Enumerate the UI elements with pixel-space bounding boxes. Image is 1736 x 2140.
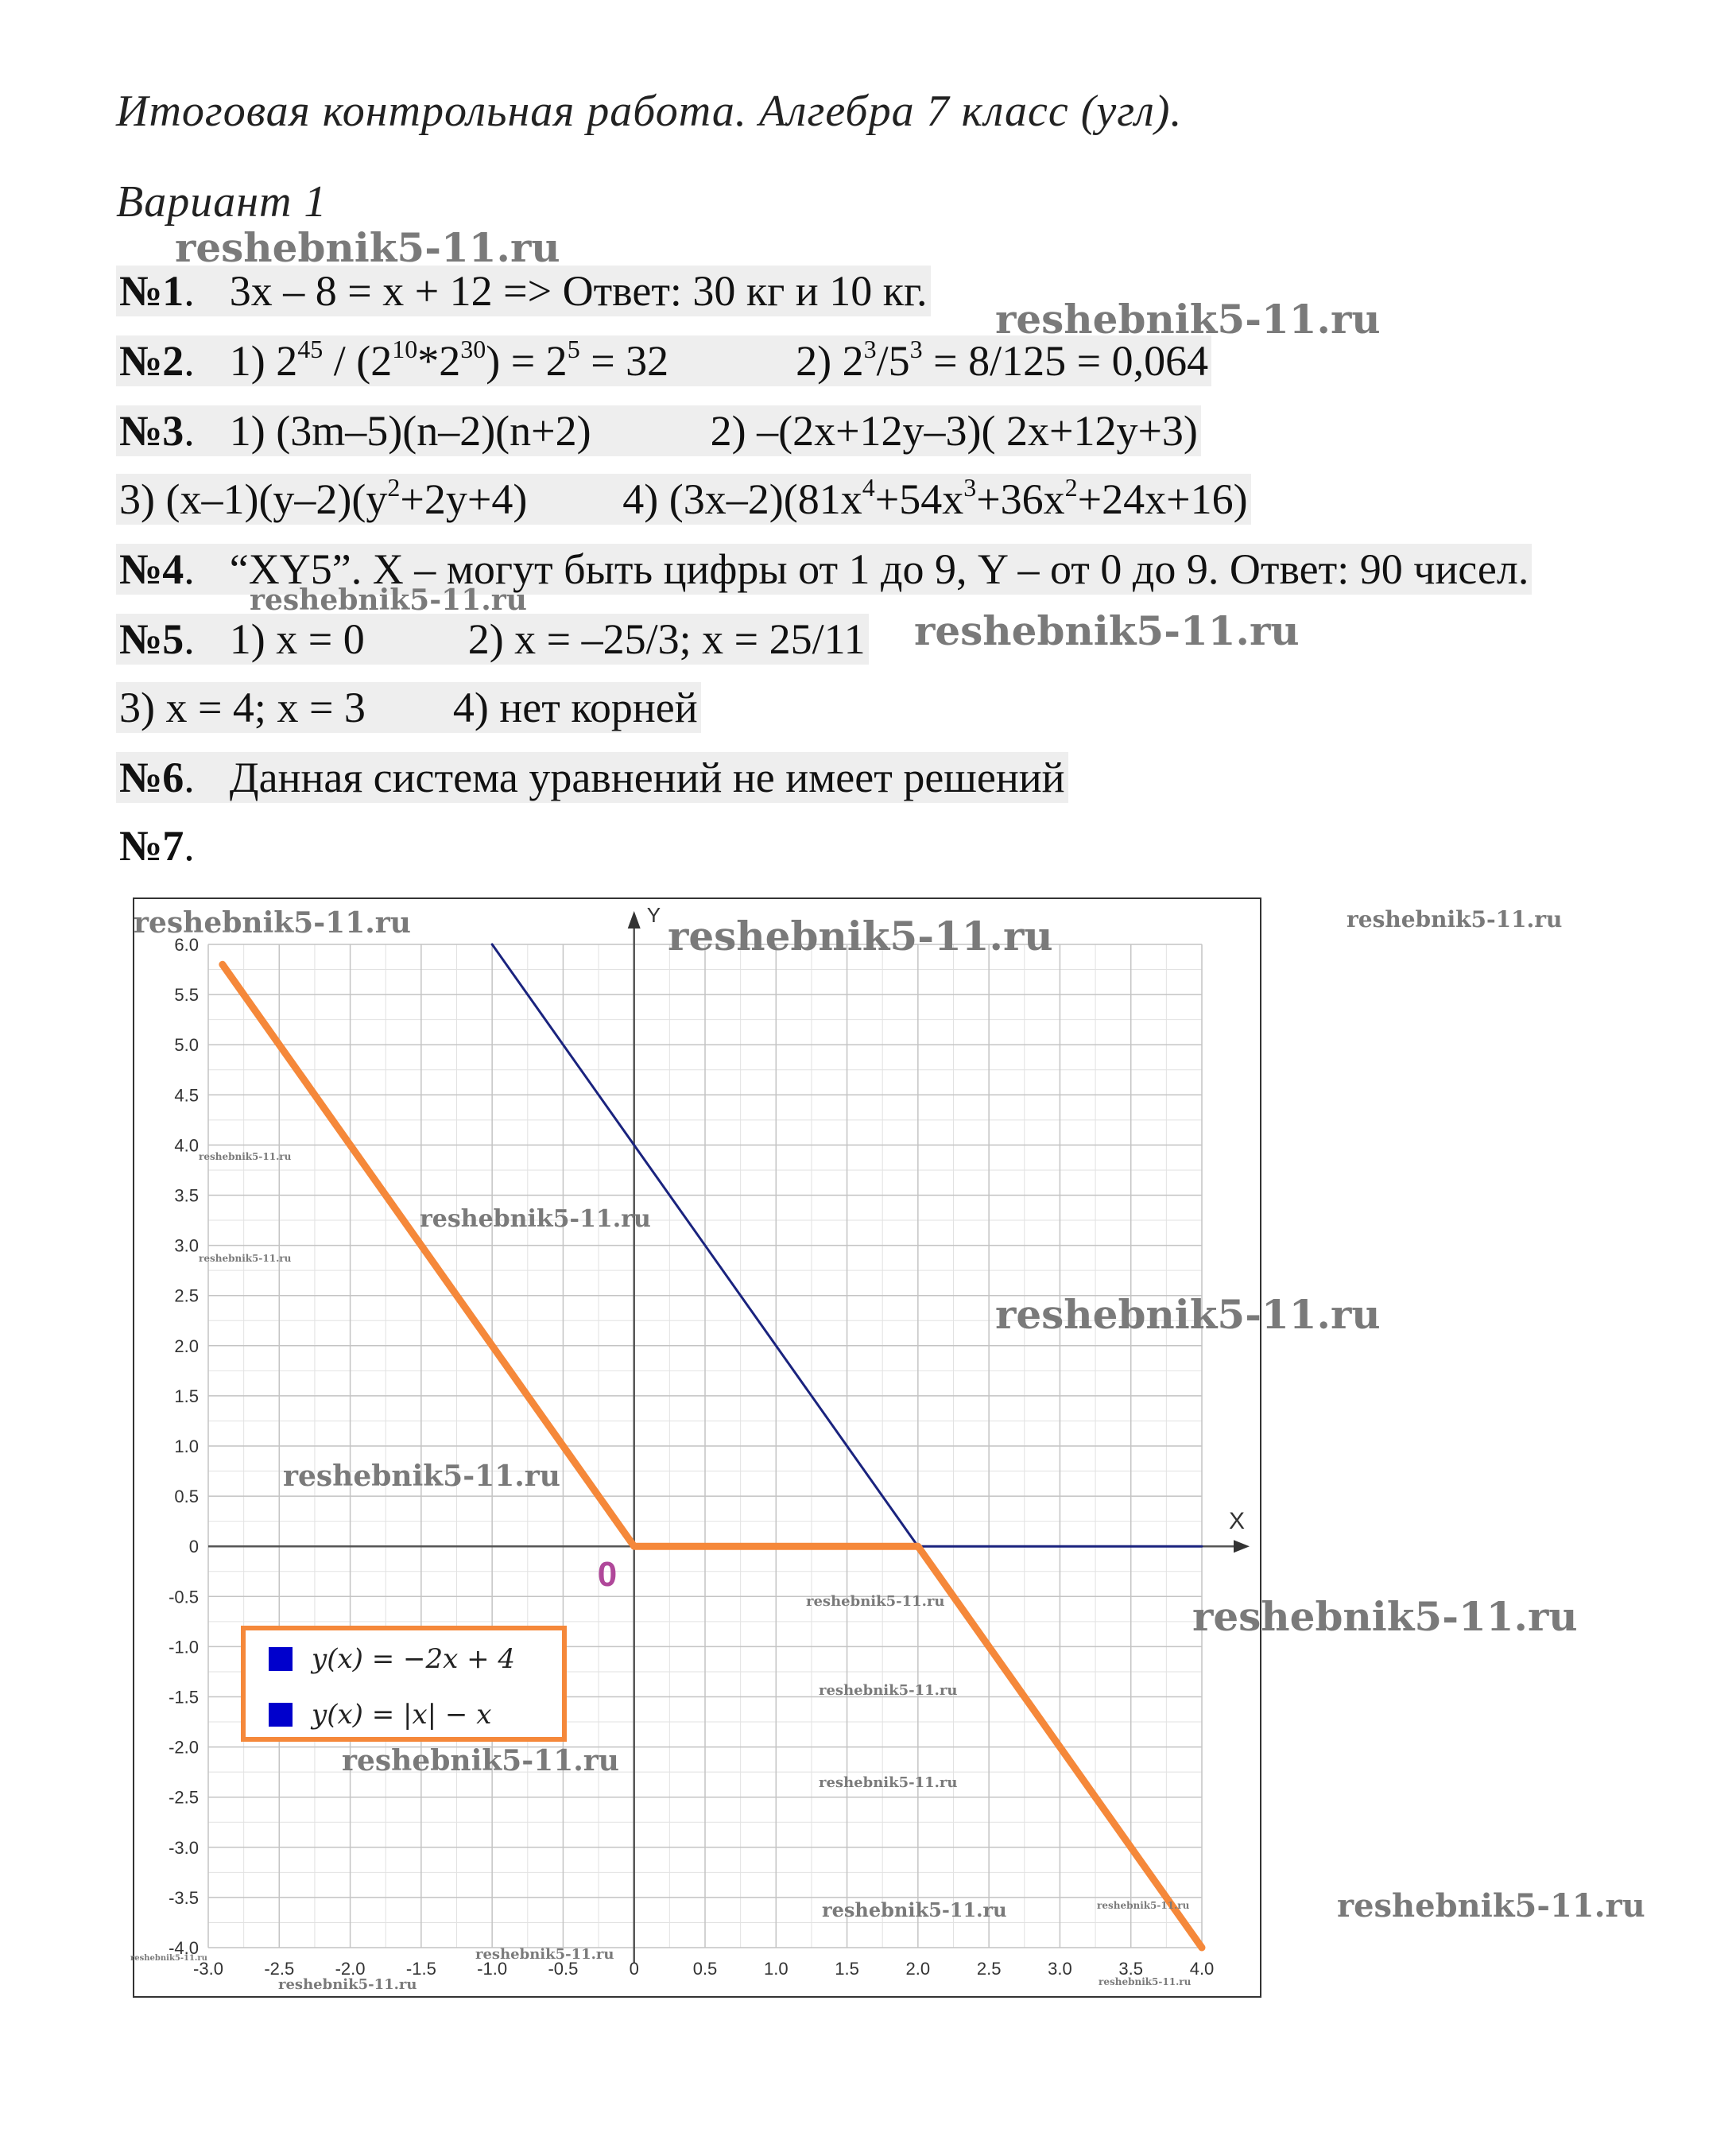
answer-text: / (2 <box>323 337 393 385</box>
watermark: reshebnik5-11.ru <box>342 1744 619 1778</box>
watermark: reshebnik5-11.ru <box>175 224 560 271</box>
watermark: reshebnik5-11.ru <box>1337 1887 1645 1925</box>
x-tick-label: 2.0 <box>905 1959 931 1979</box>
answer-text: +36x <box>976 475 1065 523</box>
watermark: reshebnik5-11.ru <box>1192 1593 1578 1640</box>
watermark: reshebnik5-11.ru <box>130 1954 207 1963</box>
watermark: reshebnik5-11.ru <box>1097 1900 1190 1911</box>
watermark: reshebnik5-11.ru <box>819 1774 958 1791</box>
watermark: reshebnik5-11.ru <box>1099 1976 1192 1987</box>
answer-text: 1) (3m–5)(n–2)(n+2) <box>229 407 591 455</box>
watermark: reshebnik5-11.ru <box>475 1946 614 1963</box>
x-tick-label: 0 <box>629 1959 639 1979</box>
legend-label: y(x) = −2x + 4 <box>312 1643 516 1675</box>
exponent: 2 <box>387 473 401 502</box>
x-tick-label: 3.5 <box>1118 1959 1144 1979</box>
answer-text: 4) нет корней <box>452 684 698 731</box>
answer-text: +24x+16) <box>1077 475 1248 523</box>
answer-text: “XY5”. X – могут быть цифры от 1 до 9, Y – от 0 до 9. Ответ: 90 чисел. <box>229 545 1529 593</box>
y-tick-label: 4.0 <box>174 1135 199 1156</box>
exponent: 5 <box>567 335 580 363</box>
answer-text: *2 <box>417 337 461 385</box>
answer-1: №1. 3x – 8 = x + 12 => Ответ: 30 кг и 10 кг. <box>116 266 931 316</box>
x-tick-label: 3.0 <box>1048 1959 1072 1979</box>
answer-number: №3 <box>119 407 184 455</box>
x-tick-label: -2.5 <box>264 1959 295 1979</box>
exponent: 45 <box>297 335 324 363</box>
x-tick-label: -0.5 <box>548 1959 579 1979</box>
answer-text: 3) x = 4; x = 3 <box>119 684 366 731</box>
answer-number: №1 <box>119 267 184 315</box>
answer-text: 2) x = –25/3; x = 25/11 <box>467 615 866 663</box>
answer-text: . <box>184 822 195 870</box>
exponent: 4 <box>862 473 875 502</box>
answer-6: №6. Данная система уравнений не имеет решений <box>116 752 1068 803</box>
answer-number: №2 <box>119 337 184 385</box>
y-tick-label: -2.5 <box>169 1787 199 1808</box>
x-tick-label: 0.5 <box>692 1959 718 1979</box>
y-tick-label: 6.0 <box>174 935 199 955</box>
variant-label: Вариант 1 <box>116 177 327 227</box>
y-tick-label: -4.0 <box>169 1938 199 1958</box>
y-tick-label: -3.5 <box>169 1887 199 1908</box>
answer-text: = 8/125 = 0,064 <box>922 337 1209 385</box>
legend-swatch <box>269 1647 293 1671</box>
answer-number: №5 <box>119 615 184 663</box>
y-tick-label: 5.0 <box>174 1035 199 1056</box>
answer-text: 4) (3x–2)(81x <box>622 475 862 523</box>
y-tick-label: 0 <box>188 1537 199 1557</box>
answer-text: 1) x = 0 <box>229 615 365 663</box>
exponent: 30 <box>460 335 486 363</box>
watermark: reshebnik5-11.ru <box>668 913 1053 960</box>
y-tick-label: -1.5 <box>169 1687 199 1708</box>
watermark: reshebnik5-11.ru <box>199 1253 292 1264</box>
x-tick-label: -1.0 <box>477 1959 508 1979</box>
answer-text: +54x <box>874 475 964 523</box>
answer-number: №7 <box>119 822 184 870</box>
answer-3: №3. 1) (3m–5)(n–2)(n+2) 2) –(2x+12y–3)( 2x+12y+3) <box>116 405 1201 456</box>
exponent: 2 <box>1064 473 1078 502</box>
y-tick-label: 4.5 <box>174 1085 199 1106</box>
x-tick-label: -3.0 <box>193 1959 223 1979</box>
answer-text: Данная система уравнений не имеет решений <box>229 754 1065 801</box>
watermark: reshebnik5-11.ru <box>819 1682 958 1699</box>
answer-4: №4. “XY5”. X – могут быть цифры от 1 до 9, Y – от 0 до 9. Ответ: 90 чисел. <box>116 544 1532 595</box>
y-tick-label: 2.5 <box>174 1285 199 1306</box>
answer-text: 2) 2 <box>796 337 864 385</box>
y-tick-label: 0.5 <box>174 1487 199 1507</box>
x-tick-label: 2.5 <box>976 1959 1002 1979</box>
y-tick-label: -0.5 <box>169 1587 199 1607</box>
legend-swatch <box>269 1703 293 1727</box>
y-tick-label: -2.0 <box>169 1737 199 1758</box>
x-tick-label: -2.0 <box>335 1959 366 1979</box>
y-tick-label: 3.0 <box>174 1235 199 1256</box>
watermark: reshebnik5-11.ru <box>199 1151 292 1162</box>
x-axis-label: X <box>1229 1508 1246 1535</box>
answer-text: /5 <box>876 337 910 385</box>
answer-text: ) = 2 <box>486 337 568 385</box>
y-tick-label: 1.5 <box>174 1386 199 1406</box>
answer-text: 3x – 8 = x + 12 => Ответ: 30 кг и 10 кг. <box>229 267 928 315</box>
y-tick-label: 2.0 <box>174 1336 199 1356</box>
exponent: 3 <box>963 473 977 502</box>
answer-text: 3) (x–1)(y–2)(y <box>119 475 388 523</box>
y-axis-label: Y <box>646 903 661 927</box>
legend-label: y(x) = |x| − x <box>312 1699 492 1731</box>
answer-text: 1) 2 <box>229 337 298 385</box>
x-tick-label: -1.5 <box>405 1959 436 1979</box>
y-tick-label: 3.5 <box>174 1185 199 1206</box>
answer-5: №5. 1) x = 0 2) x = –25/3; x = 25/11 <box>116 614 869 665</box>
x-tick-label: 4.0 <box>1189 1959 1215 1979</box>
answer-number: №6 <box>119 754 184 801</box>
y-tick-label: 5.5 <box>174 985 199 1006</box>
x-tick-label: 1.0 <box>763 1959 789 1979</box>
watermark: reshebnik5-11.ru <box>420 1205 651 1233</box>
y-tick-label: -3.0 <box>169 1837 199 1858</box>
answer-text: 2) –(2x+12y–3)( 2x+12y+3) <box>710 407 1198 455</box>
watermark: reshebnik5-11.ru <box>914 607 1300 654</box>
watermark: reshebnik5-11.ru <box>250 583 527 617</box>
page-title: Итоговая контрольная работа. Алгебра 7 класс (угл). <box>116 87 1183 136</box>
answer-text: = 32 <box>579 337 669 385</box>
y-tick-label: -1.0 <box>169 1637 199 1657</box>
watermark: reshebnik5-11.ru <box>278 1976 417 1993</box>
answer-2: №2. 1) $2^{45} / (2^{10}*2^{30}) = 2^5 = 32$ 2) $2^3/5^3 = 8/125 = 0,064$ <box>116 335 1211 386</box>
watermark: reshebnik5-11.ru <box>1347 906 1563 932</box>
watermark: reshebnik5-11.ru <box>283 1460 560 1493</box>
watermark: reshebnik5-11.ru <box>822 1898 1007 1921</box>
exponent: 3 <box>863 335 877 363</box>
exponent: 3 <box>909 335 923 363</box>
x-tick-label: 1.5 <box>835 1959 859 1979</box>
y-tick-label: 1.0 <box>174 1436 199 1456</box>
exponent: 10 <box>392 335 418 363</box>
watermark: reshebnik5-11.ru <box>134 906 411 940</box>
watermark: reshebnik5-11.ru <box>995 1291 1381 1338</box>
chart-frame <box>134 898 1261 1997</box>
watermark: reshebnik5-11.ru <box>995 296 1381 343</box>
origin-label: 0 <box>597 1555 618 1595</box>
answer-number: №4 <box>119 545 184 593</box>
watermark: reshebnik5-11.ru <box>806 1593 945 1610</box>
answer-text: +2y+4) <box>400 475 528 523</box>
